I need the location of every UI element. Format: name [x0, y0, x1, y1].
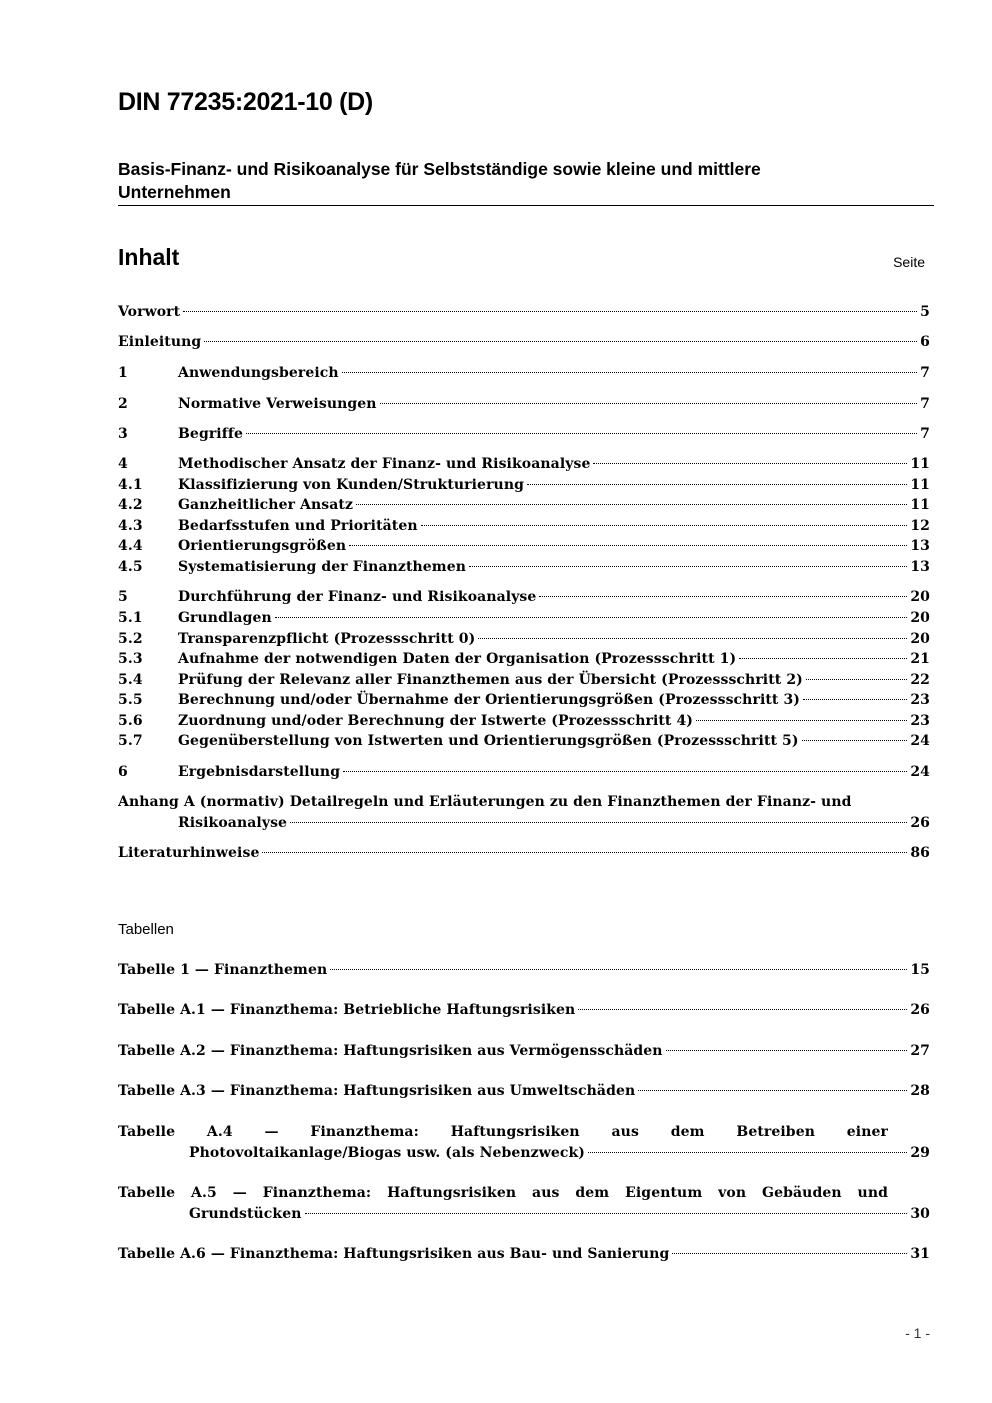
dot-leader — [696, 720, 907, 721]
table-list-entry[interactable] — [118, 1183, 930, 1224]
toc-entry-page: 11 — [910, 456, 930, 472]
toc-entry-number: 5.3 — [118, 651, 143, 667]
table-entry-page: 26 — [910, 1002, 930, 1018]
table-entry-line — [118, 1204, 930, 1225]
toc-entry-number: 6 — [118, 764, 128, 780]
toc-entry[interactable] — [118, 302, 930, 323]
document-id: DIN 77235:2021-10 (D) — [118, 88, 373, 116]
toc-entry[interactable] — [118, 454, 930, 475]
table-entry-line — [118, 1143, 930, 1164]
toc-entry[interactable] — [118, 711, 930, 732]
table-list-entry[interactable] — [118, 1081, 930, 1102]
document-subtitle: Basis-Finanz- und Risikoanalyse für Selbstständige sowie kleine und mittlere Unternehmen — [118, 159, 761, 202]
toc-entry[interactable] — [118, 332, 930, 353]
toc-entry-number: 4.3 — [118, 518, 143, 534]
table-entry-title-continued: Grundstücken — [189, 1205, 302, 1222]
toc-entry-line — [118, 608, 930, 629]
toc-entry-line — [118, 762, 930, 783]
toc-entry-title: Ganzheitlicher Ansatz — [178, 497, 354, 513]
table-list-entry[interactable] — [118, 1000, 930, 1021]
toc-entry-line — [118, 670, 930, 691]
toc-entry[interactable] — [118, 363, 930, 384]
toc-entry-title: Berechnung und/oder Übernahme der Orientierungsgrößen (Prozessschritt 3) — [178, 692, 801, 708]
toc-entry[interactable] — [118, 608, 930, 629]
toc-entry-title: Prüfung der Relevanz aller Finanzthemen aus der Übersicht (Prozessschritt 2) — [178, 672, 803, 688]
dot-leader — [380, 403, 918, 404]
toc-entry-line — [118, 424, 930, 445]
toc-entry-line — [118, 711, 930, 732]
table-entry-title: Tabelle A.3 — Finanzthema: Haftungsrisiken aus Umweltschäden — [118, 1083, 636, 1099]
dot-leader — [806, 679, 907, 680]
table-entry-page: 27 — [910, 1043, 930, 1059]
toc-entry-page: 22 — [910, 672, 930, 688]
dot-leader — [330, 969, 907, 970]
toc-entry-title: Transparenzpflicht (Prozessschritt 0) — [178, 631, 476, 647]
toc-entry-line — [118, 649, 930, 670]
toc-entry-title: Normative Verweisungen — [178, 396, 377, 412]
toc-entry-page: 20 — [910, 589, 930, 605]
toc-entry-number: 5.2 — [118, 631, 143, 647]
dot-leader — [527, 484, 907, 485]
toc-entry-page: 12 — [910, 518, 930, 534]
toc-entry-title: Klassifizierung von Kunden/Strukturierung — [178, 477, 524, 493]
table-entry-line — [118, 1244, 930, 1265]
dot-leader — [204, 341, 917, 342]
dot-leader — [593, 463, 907, 464]
toc-entry-line — [118, 302, 930, 323]
toc-entry-page: 5 — [920, 304, 930, 320]
table-entry-title: Tabelle A.5 — Finanzthema: Haftungsrisiken aus dem Eigentum von Gebäuden und — [118, 1185, 888, 1201]
toc-entry-title-continued: Risikoanalyse — [178, 814, 288, 831]
dot-leader — [638, 1090, 907, 1091]
dot-leader — [578, 1009, 907, 1010]
toc-entry[interactable] — [118, 731, 930, 752]
dot-leader — [672, 1253, 907, 1254]
toc-entry[interactable] — [118, 475, 930, 496]
table-entry-page: 31 — [910, 1246, 930, 1262]
toc-entry-line — [118, 557, 930, 578]
toc-entry-title: Vorwort — [118, 304, 181, 320]
toc-entry[interactable] — [118, 424, 930, 445]
toc-entry-line — [118, 363, 930, 384]
toc-entry-line — [118, 690, 930, 711]
dot-leader — [342, 372, 917, 373]
dot-leader — [421, 525, 908, 526]
dot-leader — [183, 311, 917, 312]
dot-leader — [246, 433, 917, 434]
dot-leader — [290, 822, 907, 823]
toc-entry-page: 13 — [910, 559, 930, 575]
toc-entry-page: 26 — [910, 814, 930, 831]
table-entry-line — [118, 1000, 930, 1021]
toc-entry[interactable] — [118, 762, 930, 783]
toc-entry-line — [118, 495, 930, 516]
table-entry-title: Tabelle A.6 — Finanzthema: Haftungsrisiken aus Bau- und Sanierung — [118, 1246, 670, 1262]
dot-leader — [539, 596, 907, 597]
toc-entry[interactable] — [118, 587, 930, 608]
toc-entry[interactable] — [118, 629, 930, 650]
table-entry-title-continued: Photovoltaikanlage/Biogas usw. (als Nebenzweck) — [189, 1144, 586, 1161]
toc-entry-number: 3 — [118, 426, 128, 442]
toc-entry-number: 5.1 — [118, 610, 143, 626]
page-number: - 1 - — [905, 1325, 930, 1341]
toc-entry-title: Methodischer Ansatz der Finanz- und Risikoanalyse — [178, 456, 591, 472]
header-rule — [118, 205, 934, 206]
toc-entry-number: 5.7 — [118, 733, 143, 749]
toc-entry-page: 7 — [920, 426, 930, 442]
dot-leader — [343, 771, 907, 772]
toc-entry-page: 11 — [910, 497, 930, 513]
dot-leader — [739, 658, 907, 659]
toc-entry-line — [118, 629, 930, 650]
toc-entry-number: 4.4 — [118, 538, 143, 554]
toc-entry-number: 4.2 — [118, 497, 143, 513]
toc-entry[interactable] — [118, 670, 930, 691]
toc-entry-page: 7 — [920, 396, 930, 412]
table-entry-page: 28 — [910, 1083, 930, 1099]
toc-entry-number: 1 — [118, 365, 128, 381]
toc-entry-page: 23 — [910, 713, 930, 729]
toc-entry[interactable] — [118, 649, 930, 670]
toc-entry-page: 6 — [920, 334, 930, 350]
toc-entry-title: Gegenüberstellung von Istwerten und Orientierungsgrößen (Prozessschritt 5) — [178, 733, 799, 749]
toc-entry-line — [118, 516, 930, 537]
toc-entry-page: 20 — [910, 631, 930, 647]
dot-leader — [262, 852, 907, 853]
toc-entry-page: 13 — [910, 538, 930, 554]
toc-entry-number: 4.5 — [118, 559, 143, 575]
dot-leader — [275, 617, 908, 618]
toc-entry-title: Einleitung — [118, 334, 202, 350]
toc-entry-page: 23 — [910, 692, 930, 708]
toc-entry-line — [118, 587, 930, 608]
table-entry-page: 29 — [910, 1144, 930, 1161]
toc-entry-bibliography[interactable] — [118, 843, 930, 864]
page-column-label: Seite — [893, 254, 925, 270]
toc-entry-line — [118, 332, 930, 353]
toc-entry-title: Ergebnisdarstellung — [178, 764, 341, 780]
table-entry-page: 30 — [910, 1205, 930, 1222]
dot-leader — [802, 740, 908, 741]
toc-entry-number: 5 — [118, 589, 128, 605]
table-entry-page: 15 — [910, 962, 930, 978]
dot-leader — [588, 1152, 907, 1153]
toc-entry-page: 7 — [920, 365, 930, 381]
dot-leader — [666, 1050, 908, 1051]
dot-leader — [349, 545, 907, 546]
toc-entry-title: Systematisierung der Finanzthemen — [178, 559, 467, 575]
toc-entry[interactable] — [118, 495, 930, 516]
toc-heading: Inhalt — [118, 244, 180, 270]
table-entry-line — [118, 1041, 930, 1062]
table-entry-line — [118, 1081, 930, 1102]
toc-entry-number: 4.1 — [118, 477, 143, 493]
table-list-entry[interactable] — [118, 1122, 930, 1163]
toc-entry-page: 24 — [910, 764, 930, 780]
table-entry-line — [118, 960, 930, 981]
toc-entry-number: 5.5 — [118, 692, 143, 708]
dot-leader — [305, 1213, 908, 1214]
toc-entry-title: Aufnahme der notwendigen Daten der Organisation (Prozessschritt 1) — [178, 651, 737, 667]
table-entry-title: Tabelle A.2 — Finanzthema: Haftungsrisiken aus Vermögensschäden — [118, 1043, 663, 1059]
toc-entry-title: Anhang A (normativ) Detailregeln und Erläuterungen zu den Finanzthemen der Finanz- und — [118, 794, 852, 810]
toc-entry-line — [118, 394, 930, 415]
toc-entry[interactable] — [118, 690, 930, 711]
dot-leader — [478, 638, 907, 639]
table-entry-title: Tabelle 1 — Finanzthemen — [118, 962, 328, 978]
toc-entry-number: 4 — [118, 456, 128, 472]
toc-entry-page: 21 — [910, 651, 930, 667]
toc-entry-title: Grundlagen — [178, 610, 272, 626]
dot-leader — [356, 504, 907, 505]
table-entry-title: Tabelle A.4 — Finanzthema: Haftungsrisiken aus dem Betreiben einer — [118, 1124, 888, 1140]
dot-leader — [469, 566, 907, 567]
toc-entry-line — [118, 731, 930, 752]
toc-entry-page: 20 — [910, 610, 930, 626]
table-list-entry[interactable] — [118, 960, 930, 981]
toc-entry-title: Orientierungsgrößen — [178, 538, 347, 554]
toc-entry-title: Begriffe — [178, 426, 243, 442]
tables-heading: Tabellen — [118, 921, 174, 938]
table-entry-title: Tabelle A.1 — Finanzthema: Betriebliche Haftungsrisiken — [118, 1002, 576, 1018]
toc-entry-page: 11 — [910, 477, 930, 493]
table-list-entry[interactable] — [118, 1041, 930, 1062]
toc-entry-page: 24 — [910, 733, 930, 749]
toc-entry-title: Anwendungsbereich — [178, 365, 339, 381]
toc-entry-number: 2 — [118, 396, 128, 412]
toc-entry-page: 86 — [910, 845, 930, 861]
toc-entry-number: 5.6 — [118, 713, 143, 729]
toc-entry-title: Durchführung der Finanz- und Risikoanalyse — [178, 589, 537, 605]
toc-entry[interactable] — [118, 536, 930, 557]
table-list-entry[interactable] — [118, 1244, 930, 1265]
toc-entry[interactable] — [118, 394, 930, 415]
dot-leader — [803, 699, 907, 700]
toc-entry-title: Bedarfsstufen und Prioritäten — [178, 518, 418, 534]
toc-entry-line — [118, 475, 930, 496]
toc-entry-line — [118, 454, 930, 475]
toc-entry-title: Literaturhinweise — [118, 845, 260, 861]
toc-entry[interactable] — [118, 557, 930, 578]
toc-entry-annex-a[interactable] — [118, 792, 930, 833]
toc-entry[interactable] — [118, 516, 930, 537]
toc-entry-number: 5.4 — [118, 672, 143, 688]
toc-entry-title: Zuordnung und/oder Berechnung der Istwerte (Prozessschritt 4) — [178, 713, 694, 729]
toc-entry-line — [118, 536, 930, 557]
